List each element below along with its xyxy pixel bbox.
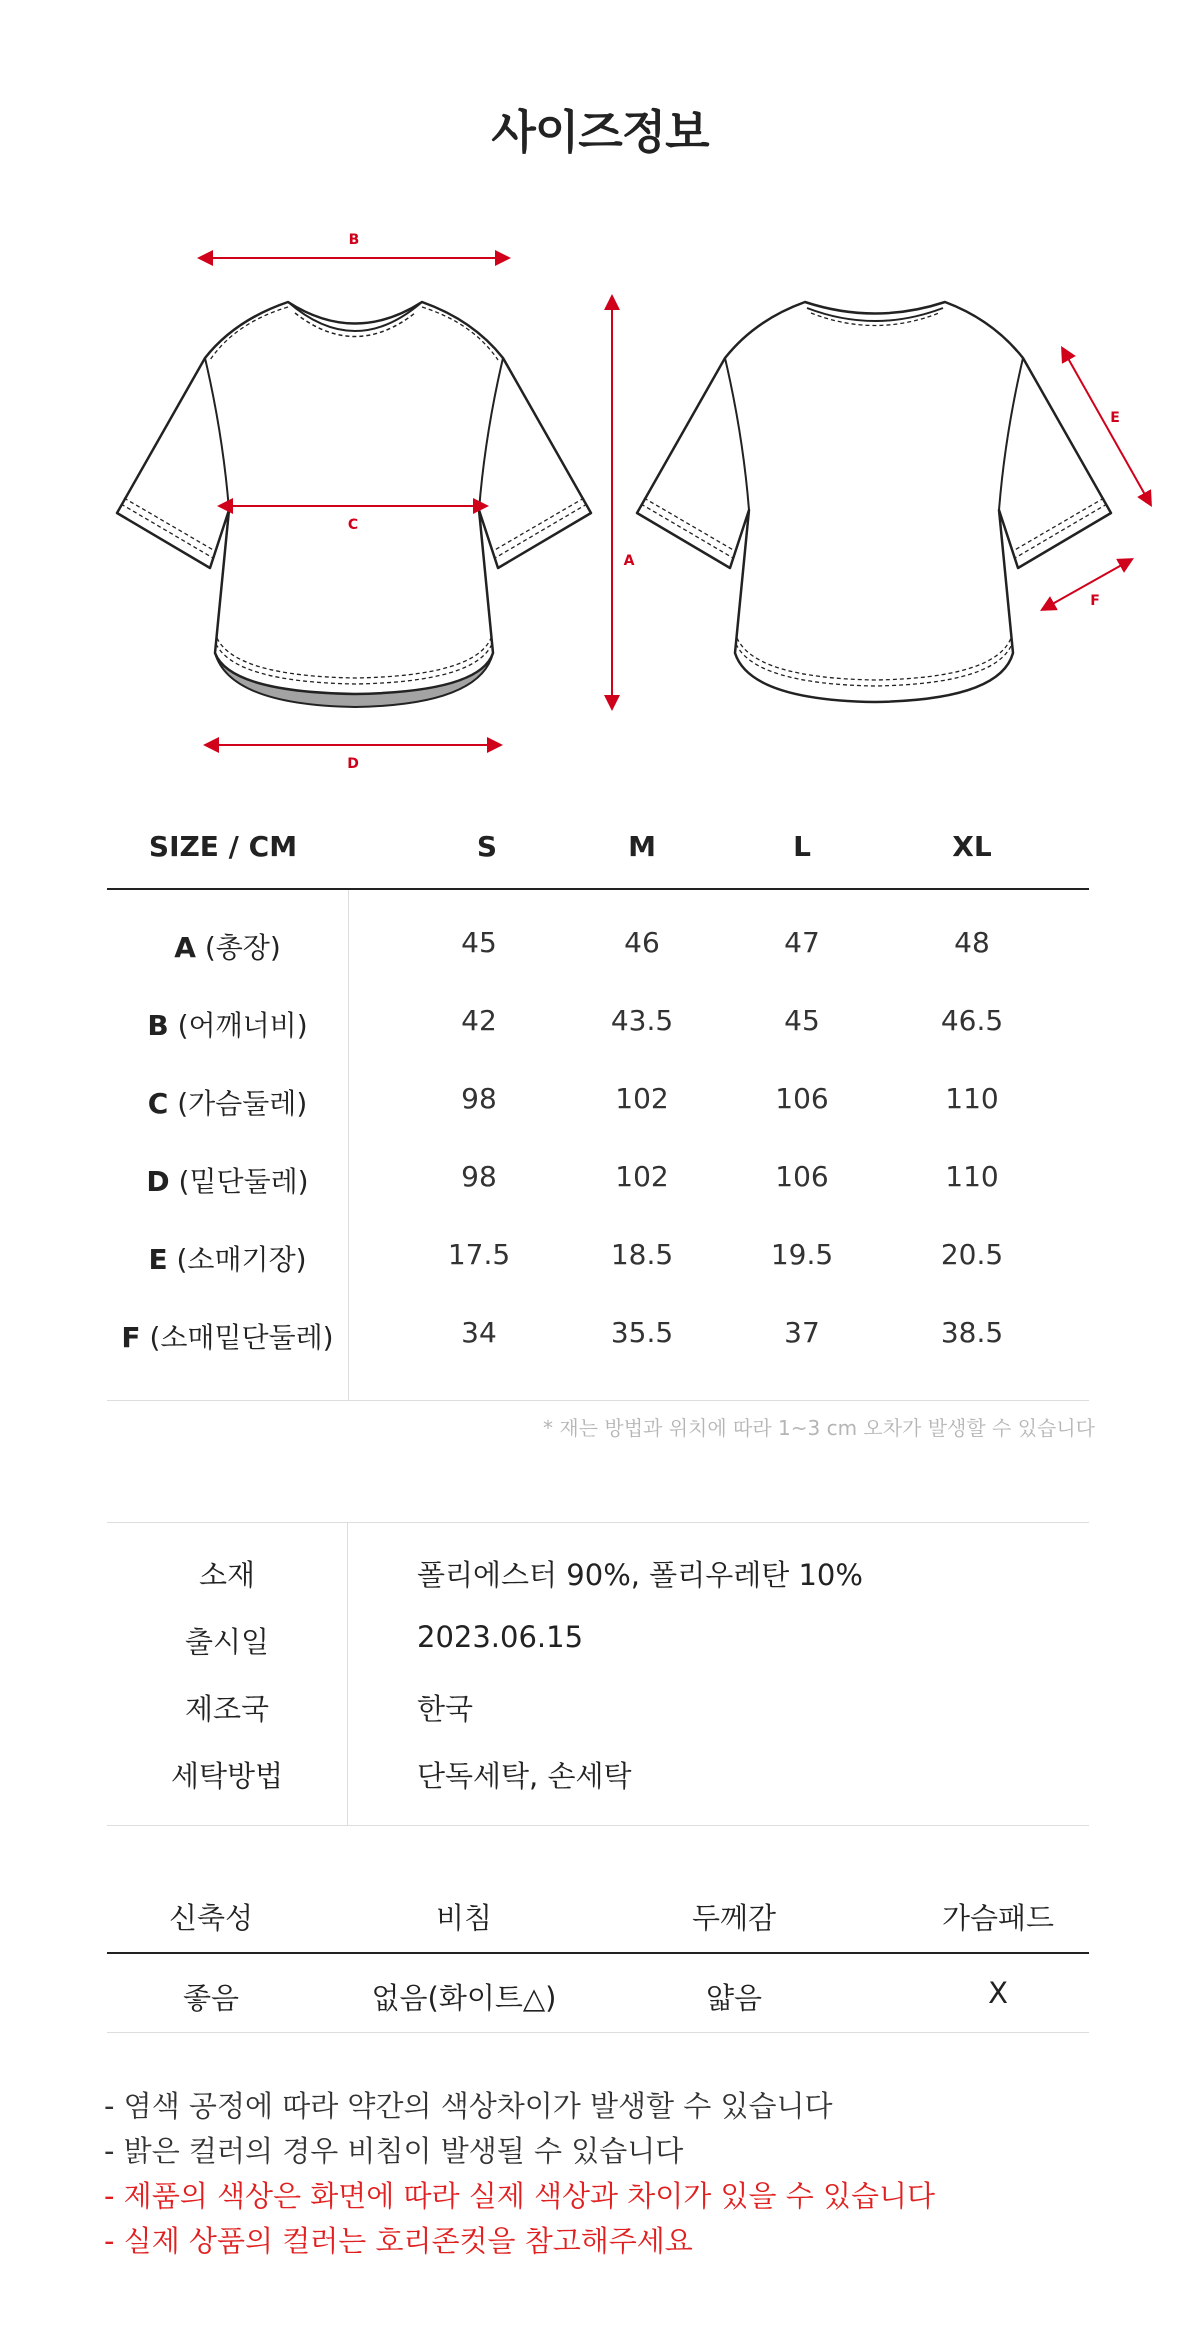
measure-f-line — [1047, 562, 1127, 607]
cell-value: 98 — [461, 1160, 497, 1193]
cell-value: 19.5 — [770, 1238, 834, 1271]
size-table-body — [107, 890, 1089, 1401]
cell-value: 46.5 — [940, 1004, 1004, 1037]
info-value: 한국 — [417, 1692, 474, 1726]
cell-value: 17.5 — [447, 1238, 511, 1271]
size-table — [107, 800, 1095, 1440]
page-title: 사이즈정보 — [491, 105, 709, 159]
row-label: D (밑단둘레) — [146, 1165, 309, 1198]
info-value: 2023.06.15 — [417, 1620, 584, 1654]
row-label: F (소매밑단둘레) — [121, 1321, 334, 1354]
cell-value: 43.5 — [610, 1004, 674, 1037]
feature-value: 없음(화이트△) — [371, 1981, 557, 2015]
label-b: B — [348, 232, 360, 248]
label-c: C — [347, 517, 359, 533]
label-e: E — [1110, 410, 1120, 426]
feature-header: 두께감 — [691, 1901, 777, 1935]
row-label: C (가슴둘레) — [147, 1087, 308, 1120]
cell-value: 45 — [784, 1004, 820, 1037]
cell-value: 48 — [954, 926, 990, 959]
size-header-xl: XL — [952, 830, 992, 863]
info-label: 출시일 — [184, 1625, 270, 1659]
table-row — [107, 1316, 1089, 1356]
size-diagram — [95, 210, 1155, 780]
info-label: 세탁방법 — [170, 1759, 284, 1793]
info-row-material — [107, 1553, 1089, 1593]
info-row-release-date — [107, 1620, 1089, 1660]
row-label: B (어깨너비) — [147, 1009, 308, 1042]
product-info-table — [107, 1522, 1089, 1826]
size-header-l: L — [793, 830, 811, 863]
cell-value: 34 — [461, 1316, 497, 1349]
feature-value: X — [988, 1976, 1008, 2010]
cell-value: 47 — [784, 926, 820, 959]
feature-table-header — [107, 1880, 1089, 1954]
table-row — [107, 1082, 1089, 1122]
front-tshirt — [117, 302, 591, 707]
cell-value: 106 — [775, 1160, 829, 1193]
cell-value: 37 — [784, 1316, 820, 1349]
measurement-note: * 재는 방법과 위치에 따라 1~3 cm 오차가 발생할 수 있습니다 — [543, 1416, 1095, 1440]
notice-list — [104, 2084, 1104, 2264]
cell-value: 106 — [775, 1082, 829, 1115]
size-table-header — [107, 800, 1089, 890]
cell-value: 98 — [461, 1082, 497, 1115]
cell-value: 20.5 — [940, 1238, 1004, 1271]
info-value: 단독세탁, 손세탁 — [417, 1759, 632, 1793]
notice-item: - 제품의 색상은 화면에 따라 실제 색상과 차이가 있을 수 있습니다 — [104, 2179, 936, 2213]
table-row — [107, 1238, 1089, 1278]
cell-value: 42 — [461, 1004, 497, 1037]
notice-item: - 염색 공정에 따라 약간의 색상차이가 발생할 수 있습니다 — [104, 2089, 833, 2123]
row-label: E (소매기장) — [148, 1243, 307, 1276]
feature-header: 비침 — [435, 1901, 493, 1935]
cell-value: 46 — [624, 926, 660, 959]
cell-value: 110 — [945, 1082, 999, 1115]
info-row-country — [107, 1687, 1089, 1727]
cell-value: 35.5 — [610, 1316, 674, 1349]
info-row-washing — [107, 1754, 1089, 1794]
size-header-label: SIZE / CM — [148, 830, 298, 863]
notice-item: - 실제 상품의 컬러는 호리존컷을 참고해주세요 — [104, 2224, 693, 2258]
info-value: 폴리에스터 90%, 폴리우레탄 10% — [417, 1558, 863, 1592]
table-row — [107, 1160, 1089, 1200]
label-d: D — [347, 756, 359, 772]
table-row — [107, 1004, 1089, 1044]
feature-value: 좋음 — [182, 1981, 240, 2015]
feature-value: 얇음 — [705, 1981, 763, 2015]
cell-value: 38.5 — [940, 1316, 1004, 1349]
info-label: 제조국 — [184, 1692, 270, 1726]
cell-value: 45 — [461, 926, 497, 959]
table-row — [107, 926, 1089, 966]
row-label: A (총장) — [174, 931, 281, 964]
feature-table — [107, 1880, 1089, 2033]
label-f: F — [1090, 593, 1100, 609]
notice-item: - 밝은 컬러의 경우 비침이 발생될 수 있습니다 — [104, 2134, 684, 2168]
feature-table-body — [107, 1954, 1089, 2033]
cell-value: 102 — [615, 1082, 669, 1115]
label-a: A — [623, 553, 635, 569]
info-label: 소재 — [198, 1558, 256, 1592]
size-header-s: S — [476, 830, 498, 863]
feature-header: 신축성 — [168, 1901, 254, 1935]
back-tshirt — [637, 302, 1111, 702]
cell-value: 18.5 — [610, 1238, 674, 1271]
size-header-m: M — [628, 830, 656, 863]
cell-value: 110 — [945, 1160, 999, 1193]
cell-value: 102 — [615, 1160, 669, 1193]
feature-header: 가슴패드 — [941, 1901, 1055, 1935]
